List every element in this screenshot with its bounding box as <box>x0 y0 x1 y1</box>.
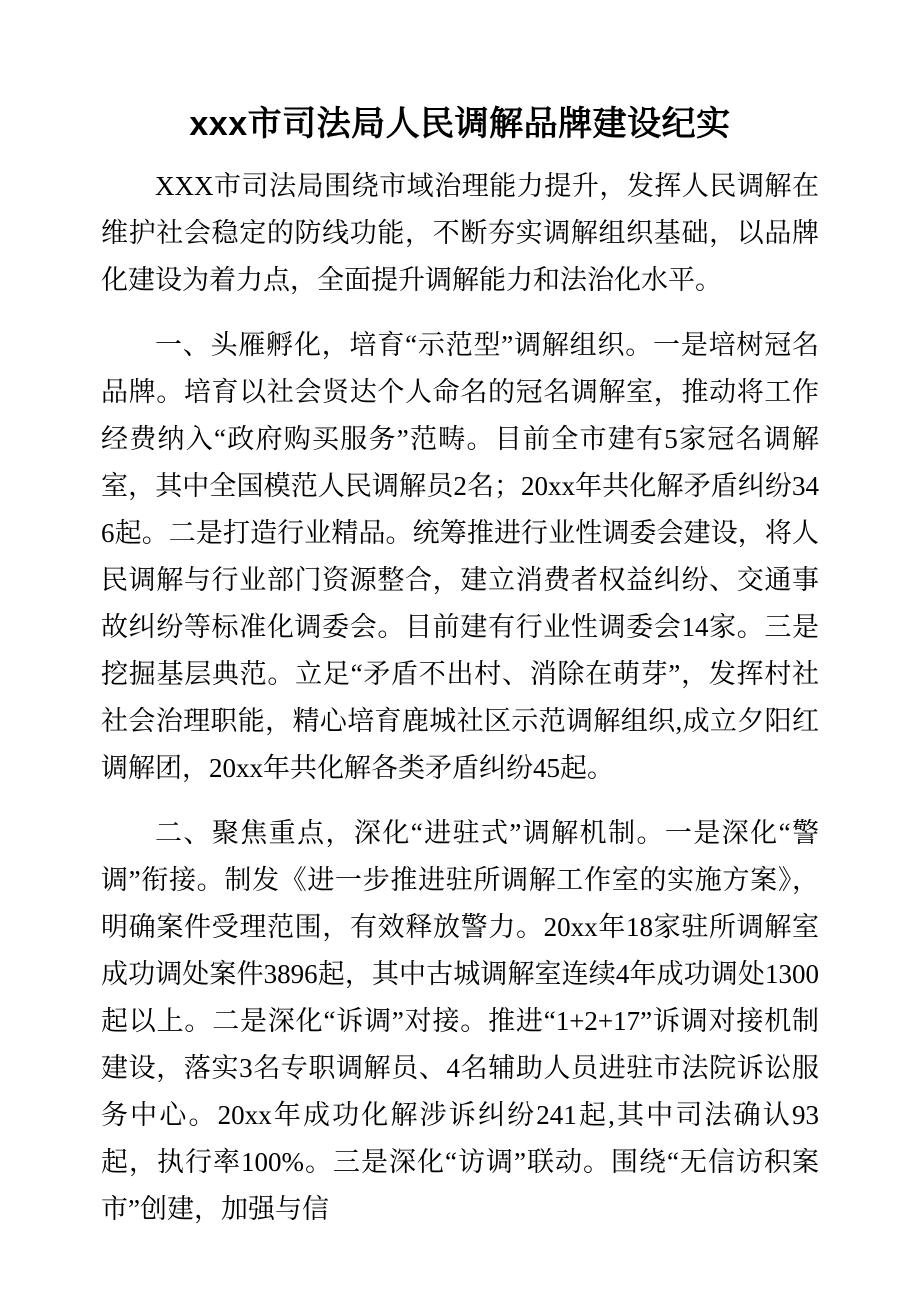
paragraph-section-one: 一、头雁孵化，培育“示范型”调解组织。一是培树冠名品牌。培育以社会贤达个人命名的冠名调解室，推动将工作经费纳入“政府购买服务”范畴。目前全市建有5家冠名调解室，其中全国模范人民调解员2名；20xx年共化解矛盾纠纷346起。二是打造行业精品。统筹推进行业性调委会建设，将人民调解与行业部门资源整合，建立消费者权益纠纷、交通事故纠纷等标准化调委会。目前建有行业性调委会14家。三是挖掘基层典范。立足“矛盾不出村、消除在萌芽”，发挥村社社会治理职能，精心培育鹿城社区示范调解组织,成立夕阳红调解团，20xx年共化解各类矛盾纠纷45起。 <box>101 330 819 783</box>
paragraph-intro: XXX市司法局围绕市域治理能力提升，发挥人民调解在维护社会稳定的防线功能，不断夯实调解组织基础，以品牌化建设为着力点，全面提升调解能力和法治化水平。 <box>101 171 819 295</box>
document-title: xxx市司法局人民调解品牌建设纪实 <box>189 105 731 143</box>
paragraph-section-two: 二、聚焦重点，深化“进驻式”调解机制。一是深化“警调”衔接。制发《进一步推进驻所调解工作室的实施方案》，明确案件受理范围，有效释放警力。20xx年18家驻所调解室成功调处案件3896起，其中古城调解室连续4年成功调处1300起以上。二是深化“诉调”对接。推进“1+2+17”诉调对接机制建设，落实3名专职调解员、4名辅助人员进驻市法院诉讼服务中心。20xx年成功化解涉诉纠纷241起,其中司法确认93起，执行率100%。三是深化“访调”联动。围绕“无信访积案市”创建，加强与信 <box>101 818 819 1224</box>
